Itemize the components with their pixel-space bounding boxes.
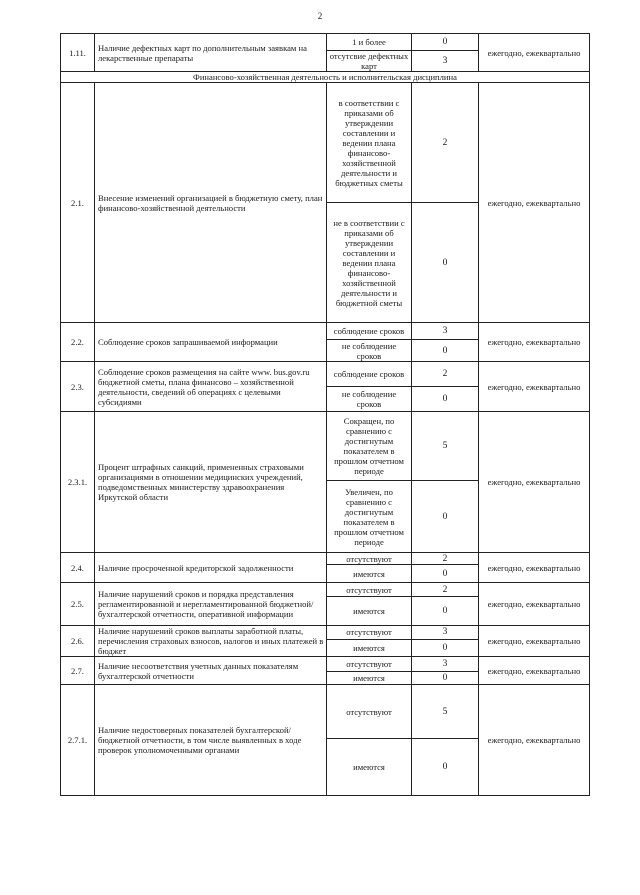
page-number: 2 <box>317 11 323 21</box>
score: 0 <box>412 387 479 412</box>
item-number: 1.11. <box>61 34 95 72</box>
score: 0 <box>412 481 479 553</box>
item-description: Процент штрафных санкций, примененных страховыми организациями в отношении медицинских учреждений, подведомственных министерству здравоохранения Иркутской области <box>95 412 327 553</box>
item-description: Наличие дефектных карт по дополнительным заявкам на лекарственные препараты <box>95 34 327 72</box>
periodicity: ежегодно, ежеквартально <box>479 685 590 796</box>
criterion: в соответствии с приказами об утверждении составлении и ведении плана финансово-хозяйственной деятельности и бюджетных сметы <box>327 83 412 203</box>
score: 5 <box>412 412 479 481</box>
score: 0 <box>412 34 479 51</box>
criterion: Сокращен, по сравнению с достигнутым показателем в прошлом отчетном периоде <box>327 412 412 481</box>
table-row <box>61 583 590 597</box>
criterion: имеются <box>327 739 412 796</box>
section-row <box>61 72 590 83</box>
periodicity: ежегодно, ежеквартально <box>479 626 590 657</box>
score: 3 <box>412 657 479 672</box>
score: 0 <box>412 203 479 323</box>
item-description: Наличие просроченной кредиторской задолженности <box>95 553 327 583</box>
table-row <box>61 657 590 672</box>
item-number: 2.1. <box>61 83 95 323</box>
table-row <box>61 83 590 203</box>
periodicity: ежегодно, ежеквартально <box>479 553 590 583</box>
item-description: Внесение изменений организацией в бюджетную смету, план финансово-хозяйственной деятельности <box>95 83 327 323</box>
criterion: не соблюдение сроков <box>327 387 412 412</box>
table-row <box>61 362 590 387</box>
criterion: имеются <box>327 565 412 583</box>
table-row <box>61 34 590 51</box>
score: 3 <box>412 51 479 72</box>
item-number: 2.4. <box>61 553 95 583</box>
score: 0 <box>412 340 479 362</box>
table-row <box>61 323 590 340</box>
table-row <box>61 626 590 640</box>
item-number: 2.7.1. <box>61 685 95 796</box>
item-number: 2.6. <box>61 626 95 657</box>
table-row <box>61 553 590 565</box>
section-title: Финансово-хозяйственная деятельность и исполнительская дисциплина <box>61 72 590 83</box>
table-row <box>61 685 590 739</box>
item-number: 2.7. <box>61 657 95 685</box>
periodicity: ежегодно, ежеквартально <box>479 323 590 362</box>
item-description: Наличие нарушений сроков и порядка представления регламентированной и нерегламентированной бюджетной/бухгалтерской отчетности, оперативной информации <box>95 583 327 626</box>
item-number: 2.5. <box>61 583 95 626</box>
periodicity: ежегодно, ежеквартально <box>479 34 590 72</box>
score: 2 <box>412 83 479 203</box>
item-number: 2.3. <box>61 362 95 412</box>
item-description: Соблюдение сроков запрашиваемой информации <box>95 323 327 362</box>
table-row <box>61 412 590 481</box>
item-description: Наличие нарушений сроков выплаты заработной платы, перечисления страховых взносов, налогов и иных платежей в бюджет <box>95 626 327 657</box>
score: 2 <box>412 553 479 565</box>
periodicity: ежегодно, ежеквартально <box>479 362 590 412</box>
criterion: имеются <box>327 672 412 685</box>
score: 0 <box>412 672 479 685</box>
score: 3 <box>412 323 479 340</box>
criterion: отсутствуют <box>327 685 412 739</box>
criterion: отсутствуют <box>327 626 412 640</box>
score: 0 <box>412 639 479 656</box>
criterion: 1 и более <box>327 34 412 51</box>
periodicity: ежегодно, ежеквартально <box>479 83 590 323</box>
score: 0 <box>412 565 479 583</box>
item-description: Соблюдение сроков размещения на сайте www. bus.gov.ru бюджетной сметы, плана финансово – хозяйственной деятельности, сведений об операциях с целевыми субсидиями <box>95 362 327 412</box>
criterion: имеются <box>327 597 412 626</box>
criterion: отсутсвие дефектных карт <box>327 51 412 72</box>
score: 0 <box>412 597 479 626</box>
criterion: соблюдение сроков <box>327 362 412 387</box>
criterion: отсутствуют <box>327 657 412 672</box>
periodicity: ежегодно, ежеквартально <box>479 583 590 626</box>
criterion: не в соответствии с приказами об утверждении составлении и ведении плана финансово-хозяйственной деятельности и бюджетной сметы <box>327 203 412 323</box>
criterion: не соблюдение сроков <box>327 340 412 362</box>
item-description: Наличие несоответствия учетных данных показателям бухгалтерской отчетности <box>95 657 327 685</box>
item-description: Наличие недостоверных показателей бухгалтерской/бюджетной отчетности, в том числе выявленных в ходе проверок уполномоченными органами <box>95 685 327 796</box>
periodicity: ежегодно, ежеквартально <box>479 412 590 553</box>
criterion: имеются <box>327 639 412 656</box>
criterion: отсутствуют <box>327 553 412 565</box>
item-number: 2.3.1. <box>61 412 95 553</box>
periodicity: ежегодно, ежеквартально <box>479 657 590 685</box>
score: 5 <box>412 685 479 739</box>
criterion: Увеличен, по сравнению с достигнутым показателем в прошлом отчетном периоде <box>327 481 412 553</box>
score: 2 <box>412 583 479 597</box>
score: 2 <box>412 362 479 387</box>
criterion: соблюдение сроков <box>327 323 412 340</box>
item-number: 2.2. <box>61 323 95 362</box>
criterion: отсутствуют <box>327 583 412 597</box>
score: 3 <box>412 626 479 640</box>
score: 0 <box>412 739 479 796</box>
criteria-table <box>60 33 590 796</box>
